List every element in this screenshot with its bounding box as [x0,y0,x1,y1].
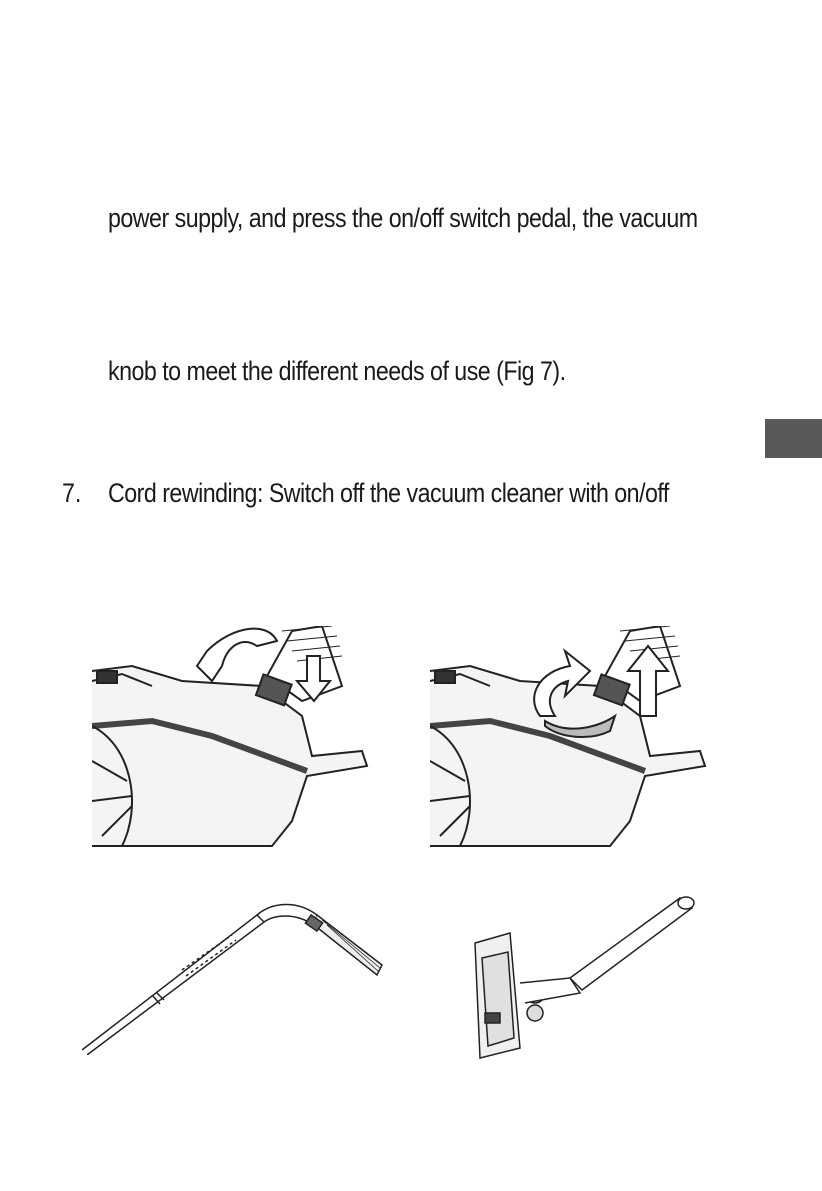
section-tab-marker [765,419,822,458]
floor-brush-figure [460,888,700,1063]
text-line: power supply, and press the on/off switch pedal, the vacuum [108,203,698,233]
text-line: Cord rewinding: Switch off the vacuum cleaner with on/off [108,478,669,508]
list-item-number: 7. [62,478,82,508]
text-line: knob to meet the different needs of use (Fig 7). [108,356,566,386]
hose-telescopic-tube-figure [82,890,392,1055]
hose-attach-figure [92,626,382,856]
hose-detach-figure [430,626,720,856]
